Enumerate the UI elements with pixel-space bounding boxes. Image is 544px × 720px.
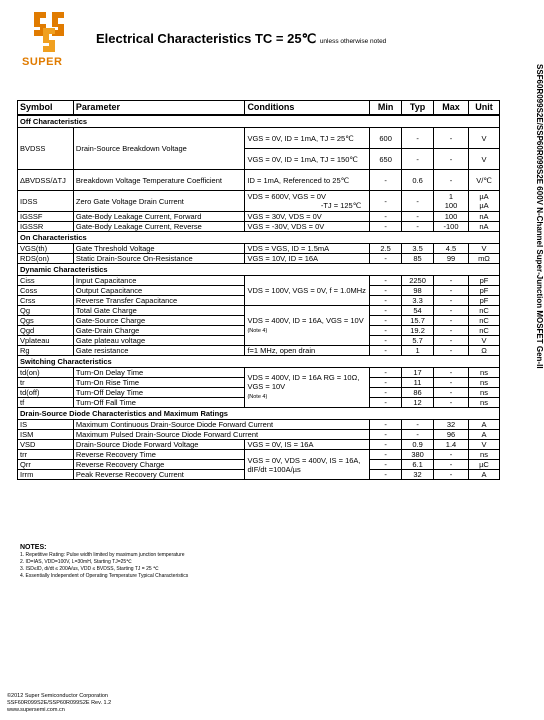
cell-unit: mΩ xyxy=(468,254,499,264)
cell-typ: 3.3 xyxy=(402,296,434,306)
cell-typ: 11 xyxy=(402,378,434,388)
electrical-characteristics-table xyxy=(17,100,500,480)
cell-unit: pF xyxy=(468,286,499,296)
cell-unit: nA xyxy=(468,222,499,232)
cell-min: 650 xyxy=(370,149,402,170)
side-title: SSF60R099S2E/SSP60R099S2E 600V N-Channel Super-Junction MOSFET Gen-II xyxy=(535,64,544,369)
section-row xyxy=(18,408,500,420)
cell-unit: ns xyxy=(468,388,499,398)
cell-unit: pF xyxy=(468,276,499,286)
note-item: 1. Repetitive Rating: Pulse width limited by maximum junction temperature xyxy=(20,552,185,558)
footer xyxy=(7,693,111,714)
note-item: 2. ID=IAS, VDD=100V, L=30mH, Starting TJ=25℃ xyxy=(20,559,132,565)
cell-max: - xyxy=(434,276,469,286)
cell-condition: VGS = 0V, ID = 1mA, TJ = 25℃ xyxy=(245,128,370,149)
title-subtitle: unless otherwise noted xyxy=(319,38,387,45)
cell-max: 32 xyxy=(434,420,469,430)
condition-text: VDS = 400V, ID = 16A RG = 10Ω, VGS = 10V xyxy=(247,373,360,391)
cell-min: - xyxy=(370,212,402,222)
cell-parameter: Zero Gate Voltage Drain Current xyxy=(73,191,245,212)
cell-typ: - xyxy=(402,149,434,170)
cell-symbol: Irrm xyxy=(18,470,74,480)
condition-line: -TJ = 125℃ xyxy=(320,201,362,210)
cell-unit: Ω xyxy=(468,346,499,356)
cell-symbol: Ciss xyxy=(18,276,74,286)
table-row xyxy=(18,222,500,232)
cell-parameter: Total Gate Charge xyxy=(73,306,245,316)
cell-min: - xyxy=(370,450,402,460)
cell-unit: ns xyxy=(468,378,499,388)
cell-min: - xyxy=(370,296,402,306)
cell-unit: V xyxy=(468,244,499,254)
cell-max: - xyxy=(434,326,469,336)
header-min: Min xyxy=(370,101,402,116)
section-diode: Drain-Source Diode Characteristics and Maximum Ratings xyxy=(18,408,500,420)
cell-symbol: ΔBVDSS/ΔTJ xyxy=(18,170,74,191)
cell-condition: f=1 MHz, open drain xyxy=(245,346,370,356)
section-off: Off Characteristics xyxy=(18,115,500,128)
cell-typ: 5.7 xyxy=(402,336,434,346)
cell-parameter: Turn-Off Fall Time xyxy=(73,398,245,408)
cell-max: 1.4 xyxy=(434,440,469,450)
cell-min: - xyxy=(370,276,402,286)
cell-min: - xyxy=(370,368,402,378)
cell-typ: 2250 xyxy=(402,276,434,286)
header-parameter: Parameter xyxy=(73,101,245,116)
cell-max: - xyxy=(434,388,469,398)
cell-condition: VGS = 30V, VDS = 0V xyxy=(245,212,370,222)
table-row xyxy=(18,306,500,316)
notes xyxy=(20,544,188,580)
cell-unit: A xyxy=(468,430,499,440)
header-conditions: Conditions xyxy=(245,101,370,116)
cell-condition xyxy=(245,191,370,212)
table-row xyxy=(18,440,500,450)
super-logo-icon xyxy=(30,10,70,54)
cell-parameter: Maximum Continuous Drain-Source Diode Forward Current xyxy=(73,420,369,430)
cell-min: - xyxy=(370,378,402,388)
table-row xyxy=(18,276,500,286)
header-typ: Typ xyxy=(402,101,434,116)
cell-min: - xyxy=(370,170,402,191)
cell-max: - xyxy=(434,398,469,408)
cell-condition: VGS = 10V, ID = 16A xyxy=(245,254,370,264)
cell-min: - xyxy=(370,460,402,470)
cell-parameter: Static Drain-Source On-Resistance xyxy=(73,254,245,264)
max-line: 1 xyxy=(448,192,454,201)
cell-symbol: Crss xyxy=(18,296,74,306)
cell-min: - xyxy=(370,326,402,336)
cell-max: 99 xyxy=(434,254,469,264)
cell-min: - xyxy=(370,430,402,440)
cell-parameter: Turn-On Delay Time xyxy=(73,368,245,378)
table-header-row xyxy=(18,101,500,116)
cell-symbol: Qgd xyxy=(18,326,74,336)
condition-line: VDS = 600V, VGS = 0V xyxy=(247,192,326,201)
cell-typ: 6.1 xyxy=(402,460,434,470)
cell-condition: VGS = -30V, VDS = 0V xyxy=(245,222,370,232)
table-row xyxy=(18,368,500,378)
table-row xyxy=(18,430,500,440)
cell-max: - xyxy=(434,286,469,296)
header-symbol: Symbol xyxy=(18,101,74,116)
cell-max: -100 xyxy=(434,222,469,232)
cell-parameter: Gate resistance xyxy=(73,346,245,356)
cell-min: - xyxy=(370,286,402,296)
cell-typ: 98 xyxy=(402,286,434,296)
cell-typ: 1 xyxy=(402,346,434,356)
footer-copyright: ©2012 Super Semiconductor Corporation xyxy=(7,693,108,699)
cell-min: - xyxy=(370,316,402,326)
company-logo xyxy=(22,10,78,68)
cell-max: - xyxy=(434,128,469,149)
cell-min: - xyxy=(370,346,402,356)
cell-min: - xyxy=(370,398,402,408)
cell-max: - xyxy=(434,450,469,460)
cell-unit: V xyxy=(468,440,499,450)
cell-parameter: Turn-Off Delay Time xyxy=(73,388,245,398)
section-row xyxy=(18,232,500,244)
cell-typ: 12 xyxy=(402,398,434,408)
cell-min: - xyxy=(370,420,402,430)
logo-text: SUPER xyxy=(22,56,63,68)
footer-revision: SSF60R099S2E/SSP60R099S2E Rev. 1.2 xyxy=(7,700,112,706)
cell-parameter: Gate-Body Leakage Current, Forward xyxy=(73,212,245,222)
cell-unit: ns xyxy=(468,368,499,378)
unit-line: µA xyxy=(479,201,489,210)
cell-max: - xyxy=(434,346,469,356)
cell-unit: A xyxy=(468,470,499,480)
cell-symbol: ISM xyxy=(18,430,74,440)
cell-typ: 85 xyxy=(402,254,434,264)
cell-symbol: td(on) xyxy=(18,368,74,378)
notes-heading: NOTES: xyxy=(20,544,47,551)
cell-typ: 19.2 xyxy=(402,326,434,336)
cell-parameter: Gate-Source Charge xyxy=(73,316,245,326)
cell-typ: - xyxy=(402,191,434,212)
cell-parameter: Breakdown Voltage Temperature Coefficient xyxy=(73,170,245,191)
cell-condition xyxy=(245,306,370,346)
section-row xyxy=(18,115,500,128)
cell-parameter: Output Capacitance xyxy=(73,286,245,296)
cell-symbol: BVDSS xyxy=(18,128,74,170)
cell-parameter: Gate-Drain Charge xyxy=(73,326,245,336)
cell-max: 100 xyxy=(434,212,469,222)
header-max: Max xyxy=(434,101,469,116)
cell-symbol: Rg xyxy=(18,346,74,356)
condition-text: VDS = 400V, ID = 16A, VGS = 10V xyxy=(247,315,364,325)
cell-parameter: Peak Reverse Recovery Current xyxy=(73,470,245,480)
cell-symbol: Coss xyxy=(18,286,74,296)
cell-parameter: Reverse Recovery Charge xyxy=(73,460,245,470)
cell-condition: VGS = 0V, IS = 16A xyxy=(245,440,370,450)
cell-min: - xyxy=(370,191,402,212)
section-row xyxy=(18,356,500,368)
cell-parameter: Reverse Transfer Capacitance xyxy=(73,296,245,306)
cell-max: - xyxy=(434,316,469,326)
cell-typ: - xyxy=(402,212,434,222)
cell-unit: ns xyxy=(468,398,499,408)
cell-typ: 15.7 xyxy=(402,316,434,326)
cell-symbol: Qgs xyxy=(18,316,74,326)
title-main: Electrical Characteristics TC = 25℃ xyxy=(96,31,317,46)
table-row xyxy=(18,170,500,191)
cell-condition: VGS = 0V, ID = 1mA, TJ = 150℃ xyxy=(245,149,370,170)
table-row xyxy=(18,128,500,149)
cell-symbol: tf xyxy=(18,398,74,408)
cell-min: - xyxy=(370,336,402,346)
table-row xyxy=(18,420,500,430)
cell-min: - xyxy=(370,222,402,232)
cell-max: 96 xyxy=(434,430,469,440)
cell-unit: pF xyxy=(468,296,499,306)
cell-symbol: Qg xyxy=(18,306,74,316)
cell-parameter: Maximum Pulsed Drain-Source Diode Forward Current xyxy=(73,430,369,440)
max-line: 100 xyxy=(444,201,458,210)
cell-unit xyxy=(468,191,499,212)
cell-unit: V/℃ xyxy=(468,170,499,191)
section-switching: Switching Characteristics xyxy=(18,356,500,368)
cell-min: - xyxy=(370,470,402,480)
cell-typ: 380 xyxy=(402,450,434,460)
cell-typ: - xyxy=(402,420,434,430)
cell-parameter: Gate-Body Leakage Current, Reverse xyxy=(73,222,245,232)
cell-min: - xyxy=(370,254,402,264)
cell-condition: VDS = 100V, VGS = 0V, f = 1.0MHz xyxy=(245,276,370,306)
table-row xyxy=(18,346,500,356)
cell-min: - xyxy=(370,388,402,398)
cell-unit: nC xyxy=(468,306,499,316)
cell-parameter: Turn-On Rise Time xyxy=(73,378,245,388)
cell-min: 600 xyxy=(370,128,402,149)
cell-typ: 0.6 xyxy=(402,170,434,191)
cell-unit: V xyxy=(468,128,499,149)
cell-condition xyxy=(245,368,370,408)
cell-max: - xyxy=(434,149,469,170)
cell-unit: V xyxy=(468,149,499,170)
cell-symbol: IGSSR xyxy=(18,222,74,232)
cell-typ: 3.5 xyxy=(402,244,434,254)
cell-min: - xyxy=(370,440,402,450)
cell-parameter: Gate plateau voltage xyxy=(73,336,245,346)
cell-symbol: tr xyxy=(18,378,74,388)
cell-max xyxy=(434,191,469,212)
page-title xyxy=(96,31,386,47)
table-row xyxy=(18,254,500,264)
cell-max: - xyxy=(434,336,469,346)
cell-condition: VDS = VGS, ID = 1.5mA xyxy=(245,244,370,254)
cell-max: - xyxy=(434,368,469,378)
cell-unit: nC xyxy=(468,326,499,336)
cell-max: - xyxy=(434,378,469,388)
cell-typ: 0.9 xyxy=(402,440,434,450)
cell-parameter: Gate Threshold Voltage xyxy=(73,244,245,254)
cell-max: - xyxy=(434,306,469,316)
cell-max: - xyxy=(434,296,469,306)
cell-symbol: IDSS xyxy=(18,191,74,212)
cell-condition: VGS = 0V, VDS = 400V, IS = 16A, dIF/dt =100A/µs xyxy=(245,450,370,480)
cell-min: 2.5 xyxy=(370,244,402,254)
cell-typ: 86 xyxy=(402,388,434,398)
cell-condition: ID = 1mA, Referenced to 25℃ xyxy=(245,170,370,191)
cell-symbol: VGS(th) xyxy=(18,244,74,254)
note-ref: (Note 4) xyxy=(247,394,268,400)
cell-symbol: td(off) xyxy=(18,388,74,398)
section-dynamic: Dynamic Characteristics xyxy=(18,264,500,276)
cell-unit: µC xyxy=(468,460,499,470)
cell-typ: 17 xyxy=(402,368,434,378)
cell-parameter: Reverse Recovery Time xyxy=(73,450,245,460)
note-ref: (Note 4) xyxy=(247,327,268,334)
cell-max: 4.5 xyxy=(434,244,469,254)
cell-symbol: trr xyxy=(18,450,74,460)
cell-max: - xyxy=(434,470,469,480)
cell-symbol: IS xyxy=(18,420,74,430)
cell-symbol: IGSSF xyxy=(18,212,74,222)
cell-unit: A xyxy=(468,420,499,430)
cell-symbol: Qrr xyxy=(18,460,74,470)
cell-max: - xyxy=(434,170,469,191)
cell-unit: nC xyxy=(468,316,499,326)
cell-parameter: Drain-Source Diode Forward Voltage xyxy=(73,440,245,450)
cell-max: - xyxy=(434,460,469,470)
cell-unit: ns xyxy=(468,450,499,460)
cell-typ: - xyxy=(402,128,434,149)
cell-symbol: VSD xyxy=(18,440,74,450)
table-row xyxy=(18,450,500,460)
cell-unit: nA xyxy=(468,212,499,222)
cell-symbol: Vplateau xyxy=(18,336,74,346)
cell-symbol: RDS(on) xyxy=(18,254,74,264)
cell-unit: V xyxy=(468,336,499,346)
header-unit: Unit xyxy=(468,101,499,116)
cell-typ: 54 xyxy=(402,306,434,316)
cell-parameter: Drain-Source Breakdown Voltage xyxy=(73,128,245,170)
footer-website: www.supersemi.com.cn xyxy=(7,707,65,713)
table-row xyxy=(18,244,500,254)
table-row xyxy=(18,191,500,212)
section-on: On Characteristics xyxy=(18,232,500,244)
cell-min: - xyxy=(370,306,402,316)
note-item: 4. Essentially Independent of Operating Temperature Typical Characteristics xyxy=(20,573,189,579)
section-row xyxy=(18,264,500,276)
cell-typ: - xyxy=(402,222,434,232)
note-item: 3. ISD≤ID, di/dt ≤ 200A/us, VDD ≤ BVDSS, Starting TJ = 25 ℃ xyxy=(20,566,159,572)
cell-typ: 32 xyxy=(402,470,434,480)
cell-parameter: Input Capacitance xyxy=(73,276,245,286)
unit-line: µA xyxy=(479,192,489,201)
cell-typ: - xyxy=(402,430,434,440)
table-row xyxy=(18,212,500,222)
